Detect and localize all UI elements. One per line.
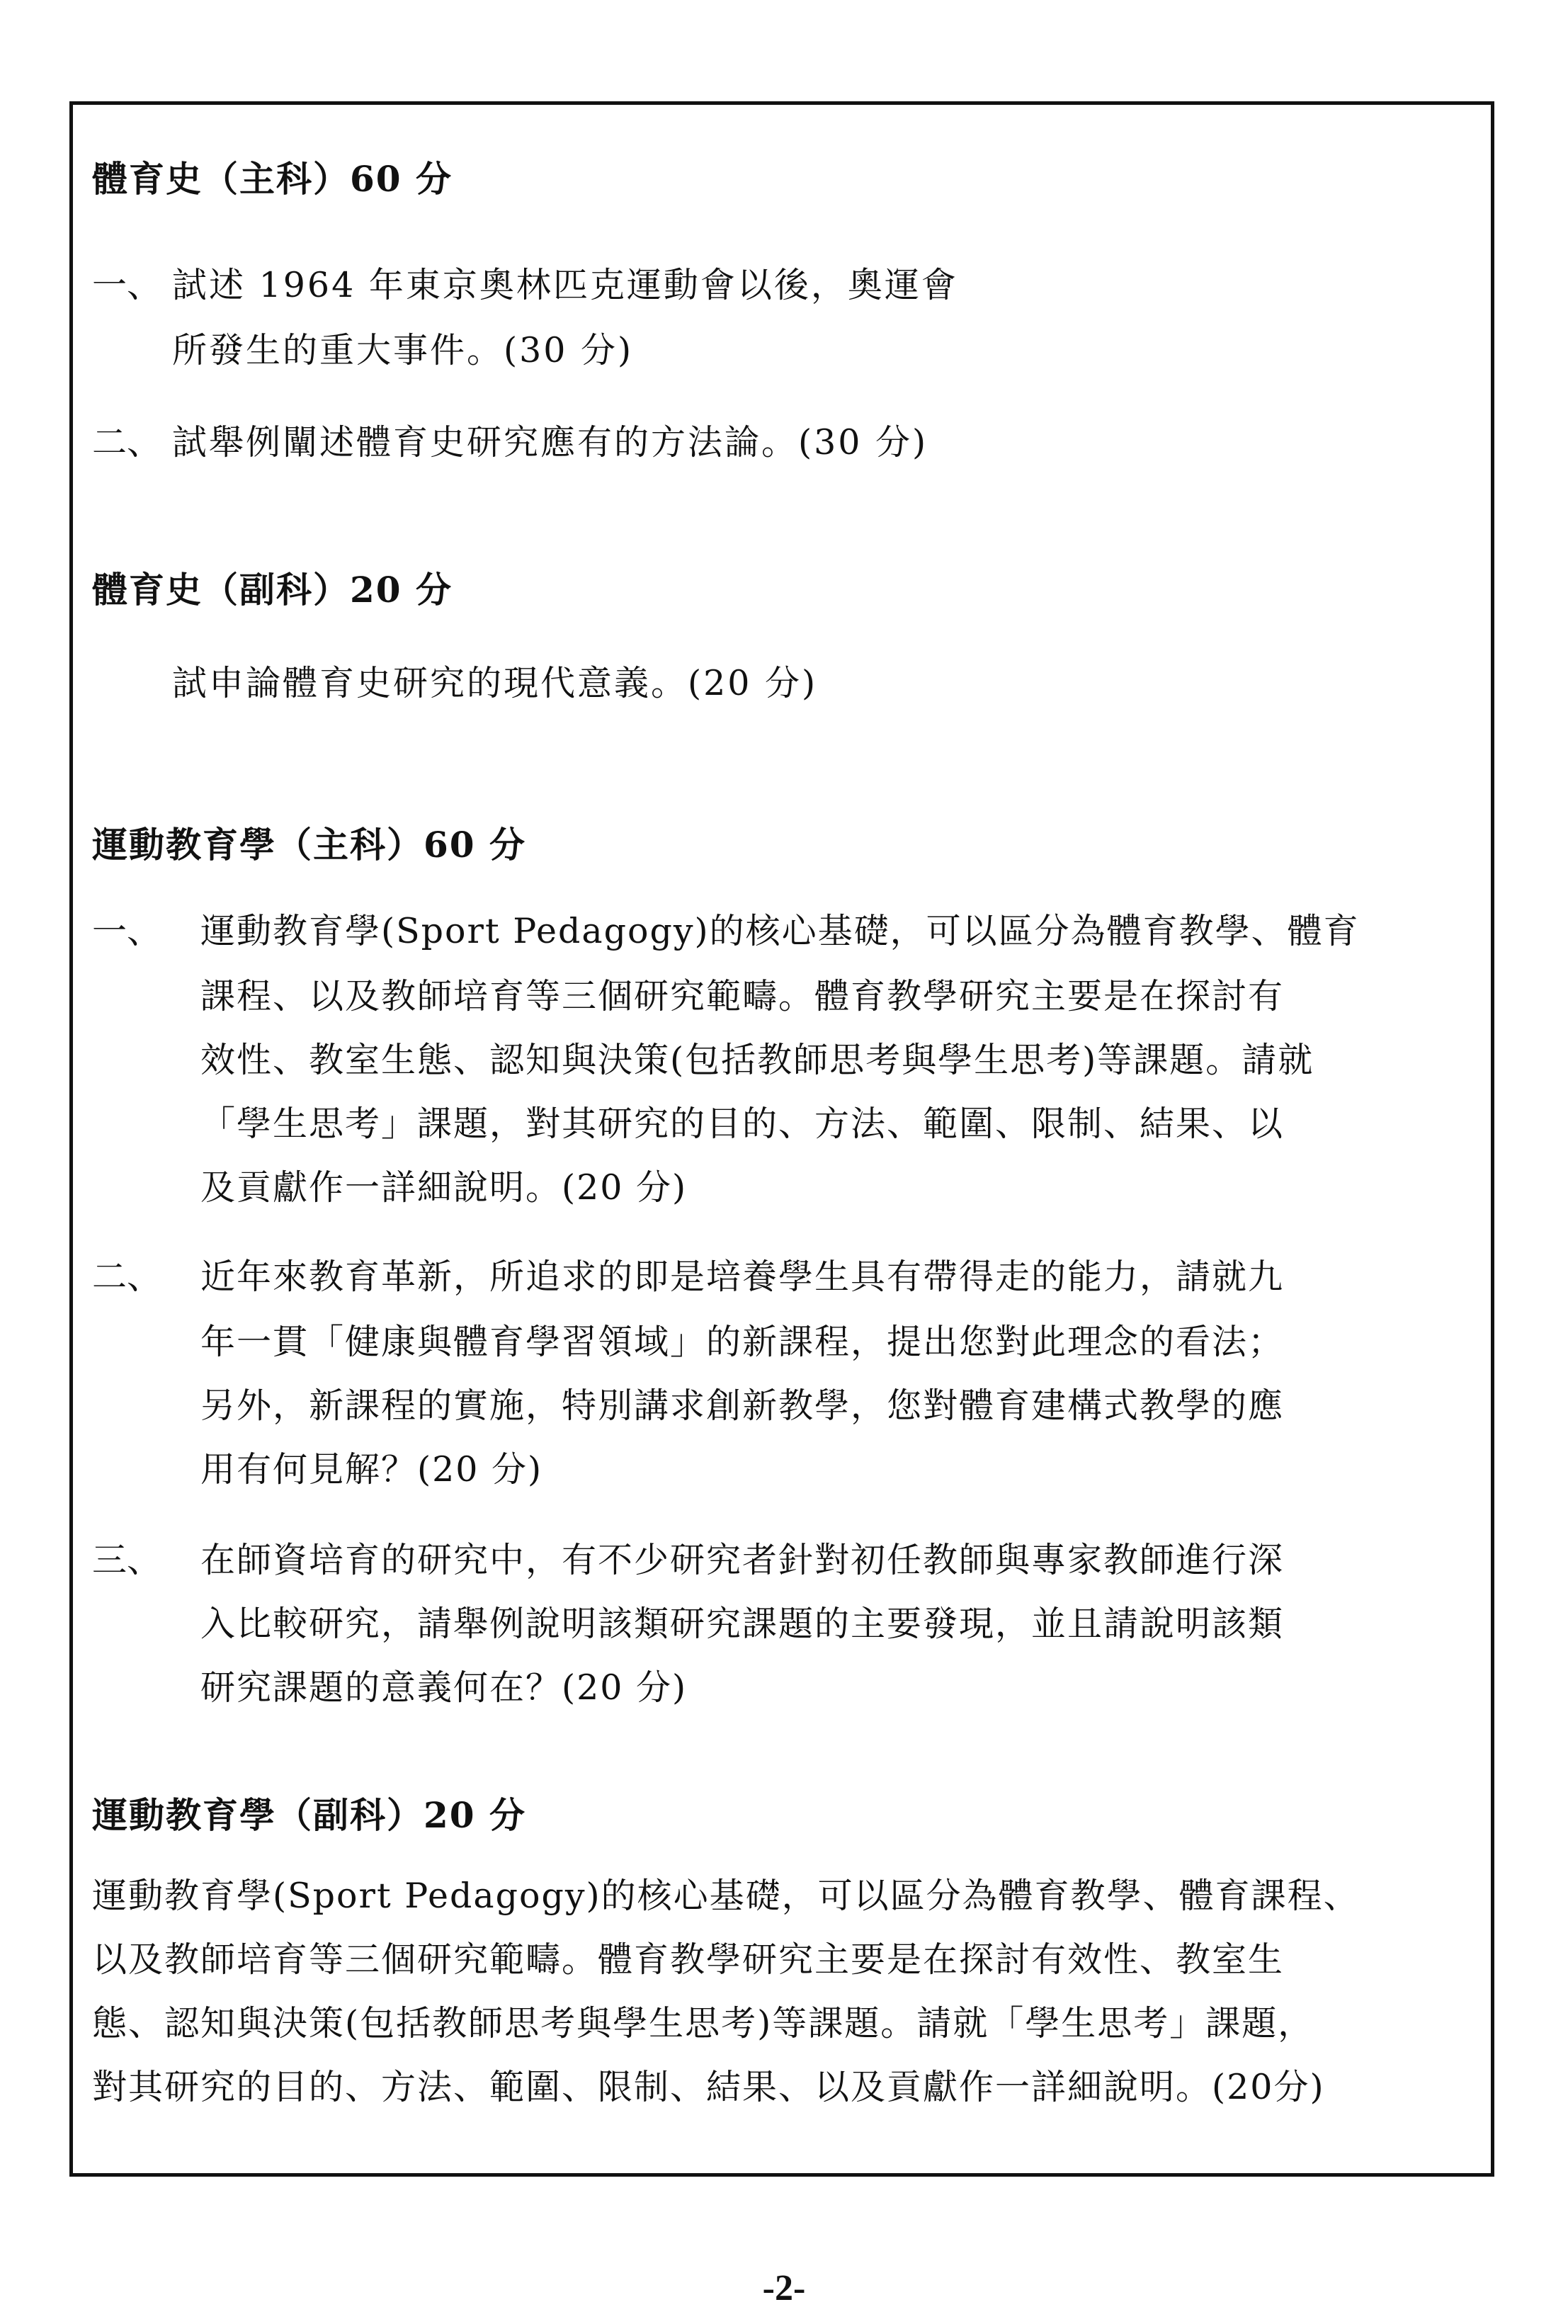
section-heading: 體育史（副科）20 分	[92, 569, 453, 611]
question-number: 三、	[92, 1540, 162, 1580]
question-text-line: 「學生思考」課題，對其研究的目的、方法、範圍、限制、結果、以	[200, 1104, 1285, 1144]
question-text-line: 年一貫「健康與體育學習領域」的新課程，提出您對此理念的看法；	[200, 1322, 1285, 1362]
section-heading: 運動教育學（副科）20 分	[92, 1794, 526, 1836]
section-heading: 體育史（主科）60 分	[92, 158, 453, 200]
question-text-line: 試舉例闡述體育史研究應有的方法論。(30 分)	[172, 422, 928, 463]
question-text-line: 用有何見解？(20 分)	[200, 1449, 543, 1490]
question-text-line: 運動教育學(Sport Pedagogy)的核心基礎，可以區分為體育教學、體育	[200, 911, 1360, 951]
question-text-line: 對其研究的目的、方法、範圍、限制、結果、以及貢獻作一詳細說明。(20分)	[92, 2067, 1325, 2107]
question-text-line: 試申論體育史研究的現代意義。(20 分)	[172, 663, 818, 703]
question-number: 二、	[92, 1257, 162, 1297]
question-text-line: 效性、教室生態、認知與決策(包括教師思考與學生思考)等課題。請就	[200, 1040, 1314, 1080]
page-number: -2-	[762, 2268, 806, 2308]
question-number: 二、	[92, 422, 162, 463]
question-number: 一、	[92, 911, 162, 951]
question-text-line: 運動教育學(Sport Pedagogy)的核心基礎，可以區分為體育教學、體育課程、	[92, 1876, 1360, 1916]
question-text-line: 近年來教育革新，所追求的即是培養學生具有帶得走的能力，請就九	[200, 1257, 1285, 1297]
question-text-line: 及貢獻作一詳細說明。(20 分)	[200, 1167, 688, 1208]
question-text-line: 課程、以及教師培育等三個研究範疇。體育教學研究主要是在探討有	[200, 976, 1285, 1016]
question-number: 一、	[92, 265, 162, 305]
question-text-line: 態、認知與決策(包括教師思考與學生思考)等課題。請就「學生思考」課題，	[92, 2003, 1314, 2044]
question-text-line: 在師資培育的研究中，有不少研究者針對初任教師與專家教師進行深	[200, 1540, 1285, 1580]
question-text-line: 另外，新課程的實施，特別講求創新教學，您對體育建構式教學的應	[200, 1385, 1285, 1426]
question-text-line: 所發生的重大事件。(30 分)	[172, 330, 634, 370]
question-text-line: 入比較研究，請舉例說明該類研究課題的主要發現，並且請說明該類	[200, 1604, 1285, 1644]
question-text-line: 試述 1964 年東京奧林匹克運動會以後，奧運會	[172, 265, 958, 305]
question-text-line: 研究課題的意義何在？(20 分)	[200, 1667, 688, 1708]
question-text-line: 以及教師培育等三個研究範疇。體育教學研究主要是在探討有效性、教室生	[92, 1939, 1285, 1980]
section-heading: 運動教育學（主科）60 分	[92, 824, 526, 866]
